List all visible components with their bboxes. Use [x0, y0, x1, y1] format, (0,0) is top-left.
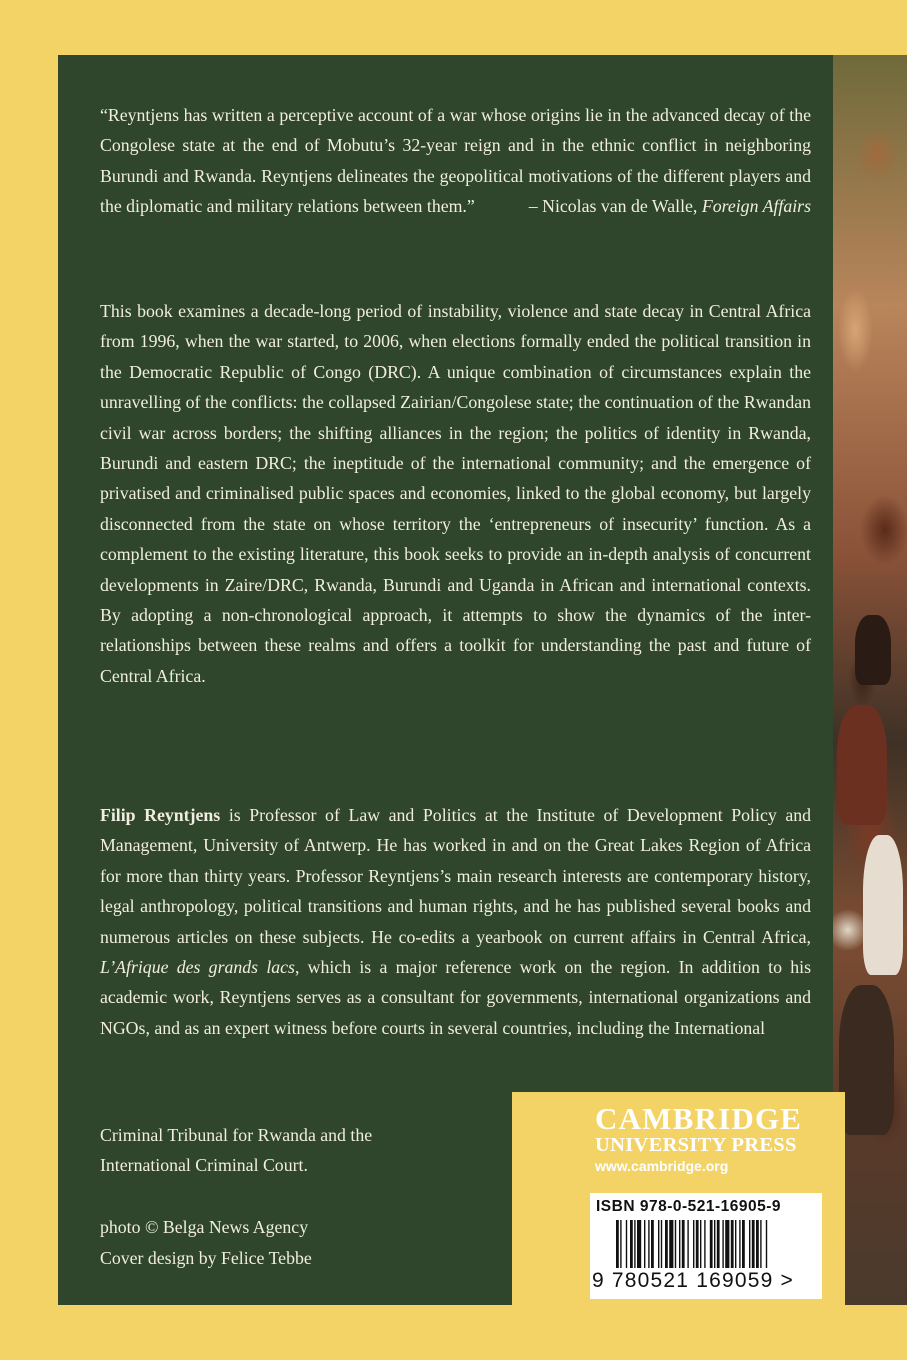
photo-figure-1	[855, 615, 891, 685]
yearbook-title: L’Afrique des grands lacs	[100, 957, 295, 978]
barcode-box	[590, 1193, 822, 1299]
quote-attribution-source: Foreign Affairs	[701, 196, 811, 217]
bio-line-b: International Criminal Court.	[100, 1155, 308, 1176]
photo-figure-3	[863, 835, 903, 975]
quote-attribution	[529, 191, 811, 221]
publisher-name: CAMBRIDGE	[595, 1101, 803, 1136]
photo-credit: photo © Belga News Agency	[100, 1217, 309, 1237]
photo-figure-4	[839, 985, 894, 1135]
photo-figure-2	[837, 705, 887, 825]
credits	[100, 1212, 312, 1274]
publisher-url: www.cambridge.org	[595, 1158, 729, 1174]
barcode-digits: 9 780521 169059 >	[592, 1269, 794, 1292]
bio-line-a: Criminal Tribunal for Rwanda and the	[100, 1125, 373, 1145]
publisher-logo	[595, 1101, 821, 1176]
quote-text: “Reyntjens has written a perceptive account of a war whose origins lie in the advanced decay of the Congolese state at the end of Mobutu’s 32-year reign and in the ethnic conflict in neighboring Burundi and Rwanda. Reyntjens delineates the geopolitical motivations of the different players and the diplomatic and military relations between them.”	[100, 105, 811, 217]
barcode-icon	[596, 1220, 816, 1268]
isbn-label: ISBN 978-0-521-16905-9	[596, 1198, 782, 1215]
author-bio	[100, 800, 811, 1043]
book-description: This book examines a decade-long period of instability, violence and state decay in Central Africa from 1996, when the war started, to 2006, when elections formally ended the political transition in the Democratic Republic of Congo (DRC). A unique combination of circumstances explain the unravelling of the conflicts: the collapsed Zairian/Congolese state; the continuation of the Rwandan civil war across borders; the shifting alliances in the region; the politics of identity in Rwanda, Burundi and eastern DRC; the ineptitude of the international community; and the emergence of privatised and criminalised public spaces and economies, linked to the global economy, but largely disconnected from the state on whose territory the ‘entrepreneurs of insecurity’ function. As a complement to the existing literature, this book seeks to provide an in-depth analysis of concurrent developments in Zaire/DRC, Rwanda, Burundi and Uganda in African and international contexts. By adopting a non-chronological approach, it attempts to show the dynamics of the inter-relationships between these realms and offers a toolkit for understanding the past and future of Central Africa.	[100, 301, 811, 686]
bio-text-2: , which is a major reference work on the region. In addition to his academic work, Reyntjens serves as a consultant for governments, international organizations and NGOs, and as an expert witness before courts in several countries, including the International	[100, 957, 811, 1038]
author-name: Filip Reyntjens	[100, 805, 221, 825]
bio-text-1: is Professor of Law and Politics at the Institute of Development Policy and Management, University of Antwerp. He has worked in and on the Great Lakes Region of Africa for more than thirty years. Professor Reyntjens’s main research interests are contemporary history, legal anthropology, political transitions and human rights, and he has published several books and numerous articles on these subjects. He co-edits a yearbook on current affairs in Central Africa,	[100, 805, 811, 947]
publisher-subtitle: UNIVERSITY PRESS	[595, 1134, 797, 1156]
review-quote	[100, 100, 811, 222]
design-credit: Cover design by Felice Tebbe	[100, 1248, 312, 1268]
quote-attribution-author: – Nicolas van de Walle,	[528, 196, 702, 217]
